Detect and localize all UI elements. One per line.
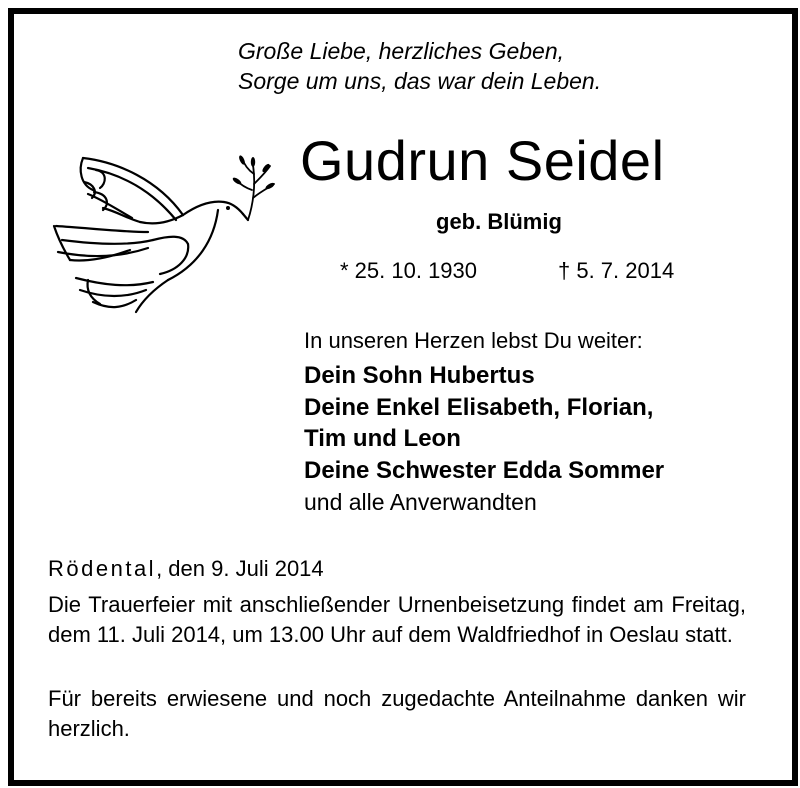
place-name: Rödental <box>48 556 157 581</box>
birth-date: * 25. 10. 1930 <box>340 258 478 283</box>
mourner-line: Deine Enkel Elisabeth, Florian, <box>304 394 654 421</box>
mourner-line: Tim und Leon <box>304 425 461 452</box>
funeral-announcement: Die Trauerfeier mit anschließender Urnenbeisetzung findet am Freitag, dem 11. Juli 2014, um 13.00 Uhr auf dem Waldfriedhof in Oeslau statt. <box>48 592 746 647</box>
deceased-name: Gudrun Seidel <box>300 129 665 192</box>
notice-date: , den 9. Juli 2014 <box>156 556 324 581</box>
mourners-lead: In unseren Herzen lebst Du weiter: <box>304 328 643 353</box>
death-date: † 5. 7. 2014 <box>558 258 675 283</box>
motto-line-2: Sorge um uns, das war dein Leben. <box>238 68 602 94</box>
birth-name: geb. Blümig <box>436 209 562 234</box>
mourner-line: Deine Schwester Edda Sommer <box>304 457 665 484</box>
motto-line-1: Große Liebe, herzliches Geben, <box>238 38 565 64</box>
relatives-line: und alle Anverwandten <box>304 489 537 515</box>
dove-with-olive-branch-icon <box>48 140 278 330</box>
mourner-line: Dein Sohn Hubertus <box>304 362 535 389</box>
thanks-note: Für bereits erwiesene und noch zugedachte Anteilnahme danken wir herzlich. <box>48 686 746 741</box>
place-date <box>48 556 324 582</box>
